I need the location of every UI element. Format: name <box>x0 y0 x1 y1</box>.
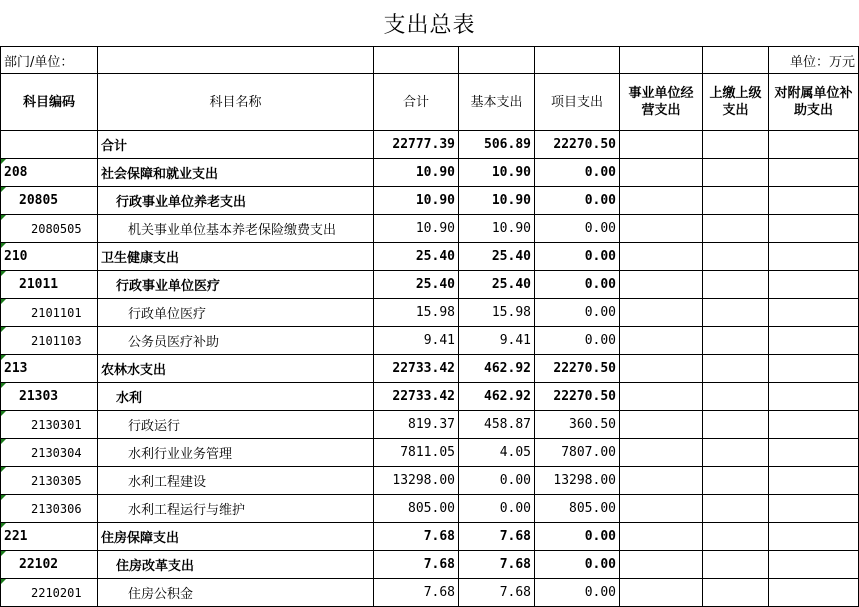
cell-basic[interactable]: 10.90 <box>459 215 535 243</box>
text-number-indicator-icon <box>1 495 6 500</box>
cell-upper[interactable] <box>703 579 769 607</box>
cell-name[interactable]: 住房改革支出 <box>98 551 374 579</box>
cell-code[interactable] <box>1 271 98 299</box>
cell-code[interactable] <box>1 215 98 243</box>
cell-project[interactable]: 360.50 <box>535 411 620 439</box>
meta-row <box>1 47 859 74</box>
cell-total[interactable]: 25.40 <box>374 243 459 271</box>
text-number-indicator-icon <box>1 383 6 388</box>
cell-business[interactable] <box>620 215 703 243</box>
cell-code-text: 2130305 <box>31 473 82 488</box>
unit-label[interactable]: 单位：万元 <box>769 47 859 74</box>
cell-basic[interactable]: 25.40 <box>459 243 535 271</box>
meta-empty-cell[interactable] <box>703 47 769 74</box>
table-row <box>1 215 859 243</box>
cell-code-text: 2130304 <box>31 445 82 460</box>
cell-total[interactable]: 805.00 <box>374 495 459 523</box>
cell-upper[interactable] <box>703 299 769 327</box>
cell-basic[interactable]: 7.68 <box>459 551 535 579</box>
cell-business[interactable] <box>620 495 703 523</box>
cell-upper[interactable] <box>703 355 769 383</box>
meta-empty-cell[interactable] <box>620 47 703 74</box>
cell-project[interactable]: 0.00 <box>535 327 620 355</box>
cell-total[interactable]: 7.68 <box>374 579 459 607</box>
cell-subsidy[interactable] <box>769 495 859 523</box>
cell-upper[interactable] <box>703 243 769 271</box>
cell-project[interactable]: 805.00 <box>535 495 620 523</box>
cell-basic[interactable]: 462.92 <box>459 355 535 383</box>
cell-subsidy[interactable] <box>769 215 859 243</box>
table-row <box>1 523 859 551</box>
cell-project[interactable]: 0.00 <box>535 299 620 327</box>
cell-subsidy[interactable] <box>769 187 859 215</box>
cell-total[interactable]: 15.98 <box>374 299 459 327</box>
cell-upper[interactable] <box>703 411 769 439</box>
cell-subsidy[interactable] <box>769 411 859 439</box>
cell-basic[interactable]: 0.00 <box>459 495 535 523</box>
cell-upper[interactable] <box>703 271 769 299</box>
header-code[interactable]: 科目编码 <box>1 74 98 131</box>
cell-business[interactable] <box>620 551 703 579</box>
cell-total[interactable]: 25.40 <box>374 271 459 299</box>
cell-subsidy[interactable] <box>769 131 859 159</box>
cell-total[interactable]: 22733.42 <box>374 355 459 383</box>
table-row <box>1 299 859 327</box>
cell-upper[interactable] <box>703 383 769 411</box>
page-title: 支出总表 <box>0 0 859 47</box>
text-number-indicator-icon <box>1 467 6 472</box>
cell-subsidy[interactable] <box>769 299 859 327</box>
cell-name[interactable]: 行政运行 <box>98 411 374 439</box>
cell-code[interactable] <box>1 495 98 523</box>
cell-upper[interactable] <box>703 159 769 187</box>
cell-upper[interactable] <box>703 551 769 579</box>
table-row <box>1 467 859 495</box>
cell-code-text: 21303 <box>19 389 59 404</box>
header-subsidy[interactable]: 对附属单位补助支出 <box>769 74 859 131</box>
cell-name[interactable]: 水利行业业务管理 <box>98 439 374 467</box>
cell-business[interactable] <box>620 579 703 607</box>
cell-basic[interactable]: 10.90 <box>459 187 535 215</box>
cell-code-text: 21011 <box>19 277 59 292</box>
table-row <box>1 439 859 467</box>
cell-code[interactable] <box>1 355 98 383</box>
cell-name[interactable]: 水利工程运行与维护 <box>98 495 374 523</box>
table-row <box>1 243 859 271</box>
cell-upper[interactable] <box>703 467 769 495</box>
cell-subsidy[interactable] <box>769 327 859 355</box>
cell-subsidy[interactable] <box>769 271 859 299</box>
cell-total[interactable]: 819.37 <box>374 411 459 439</box>
cell-code[interactable] <box>1 579 98 607</box>
cell-business[interactable] <box>620 439 703 467</box>
cell-basic[interactable]: 458.87 <box>459 411 535 439</box>
text-number-indicator-icon <box>1 439 6 444</box>
cell-business[interactable] <box>620 243 703 271</box>
cell-code-text: 2080505 <box>31 221 82 236</box>
cell-project[interactable]: 0.00 <box>535 159 620 187</box>
cell-project[interactable]: 0.00 <box>535 187 620 215</box>
expenditure-table <box>0 46 859 607</box>
cell-code-text: 20805 <box>19 193 59 208</box>
cell-upper[interactable] <box>703 215 769 243</box>
cell-subsidy[interactable] <box>769 355 859 383</box>
cell-basic[interactable]: 7.68 <box>459 523 535 551</box>
cell-name[interactable]: 合计 <box>98 131 374 159</box>
cell-code[interactable] <box>1 327 98 355</box>
cell-basic[interactable]: 7.68 <box>459 579 535 607</box>
table-row <box>1 159 859 187</box>
cell-name[interactable]: 机关事业单位基本养老保险缴费支出 <box>98 215 374 243</box>
cell-basic[interactable]: 462.92 <box>459 383 535 411</box>
text-number-indicator-icon <box>1 243 6 248</box>
table-row <box>1 383 859 411</box>
cell-total[interactable]: 10.90 <box>374 159 459 187</box>
cell-business[interactable] <box>620 271 703 299</box>
cell-basic[interactable]: 9.41 <box>459 327 535 355</box>
cell-project[interactable]: 0.00 <box>535 243 620 271</box>
cell-total[interactable]: 7.68 <box>374 551 459 579</box>
table-row <box>1 579 859 607</box>
header-name[interactable]: 科目名称 <box>98 74 374 131</box>
cell-code-text: 2101103 <box>31 333 82 348</box>
cell-code[interactable] <box>1 439 98 467</box>
cell-project[interactable]: 22270.50 <box>535 383 620 411</box>
text-number-indicator-icon <box>1 523 6 528</box>
cell-upper[interactable] <box>703 495 769 523</box>
table-row <box>1 411 859 439</box>
cell-code-text: 2101101 <box>31 305 82 320</box>
cell-total[interactable]: 22777.39 <box>374 131 459 159</box>
cell-business[interactable] <box>620 523 703 551</box>
cell-code[interactable] <box>1 243 98 271</box>
cell-basic[interactable]: 25.40 <box>459 271 535 299</box>
cell-code-text: 22102 <box>19 557 59 572</box>
cell-project[interactable]: 7807.00 <box>535 439 620 467</box>
meta-empty-cell[interactable] <box>459 47 535 74</box>
text-number-indicator-icon <box>1 159 6 164</box>
cell-code[interactable] <box>1 523 98 551</box>
cell-project[interactable]: 0.00 <box>535 551 620 579</box>
text-number-indicator-icon <box>1 551 6 556</box>
dept-value-cell[interactable] <box>98 47 374 74</box>
text-number-indicator-icon <box>1 187 6 192</box>
cell-project[interactable]: 0.00 <box>535 271 620 299</box>
cell-total[interactable]: 10.90 <box>374 187 459 215</box>
cell-code-text: 208 <box>4 165 28 180</box>
cell-code[interactable] <box>1 383 98 411</box>
cell-project[interactable]: 13298.00 <box>535 467 620 495</box>
header-business[interactable]: 事业单位经营支出 <box>620 74 703 131</box>
cell-basic[interactable]: 0.00 <box>459 467 535 495</box>
cell-subsidy[interactable] <box>769 523 859 551</box>
text-number-indicator-icon <box>1 271 6 276</box>
table-row <box>1 495 859 523</box>
cell-project[interactable]: 22270.50 <box>535 355 620 383</box>
cell-business[interactable] <box>620 467 703 495</box>
cell-project[interactable]: 0.00 <box>535 215 620 243</box>
cell-subsidy[interactable] <box>769 243 859 271</box>
cell-subsidy[interactable] <box>769 551 859 579</box>
cell-name[interactable]: 行政单位医疗 <box>98 299 374 327</box>
header-upper[interactable]: 上缴上级支出 <box>703 74 769 131</box>
cell-name[interactable]: 水利 <box>98 383 374 411</box>
dept-label[interactable]: 部门/单位： <box>1 47 98 74</box>
table-row <box>1 131 859 159</box>
meta-empty-cell[interactable] <box>535 47 620 74</box>
cell-name[interactable]: 住房保障支出 <box>98 523 374 551</box>
cell-name[interactable]: 住房公积金 <box>98 579 374 607</box>
cell-business[interactable] <box>620 131 703 159</box>
cell-business[interactable] <box>620 327 703 355</box>
cell-business[interactable] <box>620 299 703 327</box>
cell-basic[interactable]: 506.89 <box>459 131 535 159</box>
cell-total[interactable]: 7811.05 <box>374 439 459 467</box>
cell-code-text: 2210201 <box>31 585 82 600</box>
cell-total[interactable]: 7.68 <box>374 523 459 551</box>
cell-project[interactable]: 22270.50 <box>535 131 620 159</box>
table-row <box>1 327 859 355</box>
text-number-indicator-icon <box>1 411 6 416</box>
cell-code[interactable] <box>1 551 98 579</box>
text-number-indicator-icon <box>1 327 6 332</box>
cell-total[interactable]: 9.41 <box>374 327 459 355</box>
cell-upper[interactable] <box>703 187 769 215</box>
cell-business[interactable] <box>620 187 703 215</box>
cell-code[interactable] <box>1 131 98 159</box>
cell-basic[interactable]: 10.90 <box>459 159 535 187</box>
cell-code[interactable] <box>1 299 98 327</box>
header-basic[interactable]: 基本支出 <box>459 74 535 131</box>
cell-business[interactable] <box>620 383 703 411</box>
cell-subsidy[interactable] <box>769 439 859 467</box>
cell-subsidy[interactable] <box>769 383 859 411</box>
cell-upper[interactable] <box>703 439 769 467</box>
cell-project[interactable]: 0.00 <box>535 579 620 607</box>
cell-code[interactable] <box>1 467 98 495</box>
text-number-indicator-icon <box>1 355 6 360</box>
cell-subsidy[interactable] <box>769 159 859 187</box>
cell-subsidy[interactable] <box>769 467 859 495</box>
cell-name[interactable]: 农林水支出 <box>98 355 374 383</box>
cell-upper[interactable] <box>703 131 769 159</box>
cell-code-text: 210 <box>4 249 28 264</box>
cell-name[interactable]: 行政事业单位医疗 <box>98 271 374 299</box>
cell-upper[interactable] <box>703 523 769 551</box>
cell-code-text: 2130301 <box>31 417 82 432</box>
cell-business[interactable] <box>620 355 703 383</box>
cell-code[interactable] <box>1 159 98 187</box>
cell-code-text: 2130306 <box>31 501 82 516</box>
cell-business[interactable] <box>620 411 703 439</box>
cell-total[interactable]: 10.90 <box>374 215 459 243</box>
header-row <box>1 74 859 131</box>
text-number-indicator-icon <box>1 299 6 304</box>
header-total[interactable]: 合计 <box>374 74 459 131</box>
table-row <box>1 355 859 383</box>
cell-code-text: 213 <box>4 361 28 376</box>
cell-total[interactable]: 22733.42 <box>374 383 459 411</box>
cell-basic[interactable]: 4.05 <box>459 439 535 467</box>
cell-subsidy[interactable] <box>769 579 859 607</box>
text-number-indicator-icon <box>1 215 6 220</box>
cell-name[interactable]: 卫生健康支出 <box>98 243 374 271</box>
table-row <box>1 187 859 215</box>
table-row <box>1 551 859 579</box>
meta-empty-cell[interactable] <box>374 47 459 74</box>
cell-name[interactable]: 行政事业单位养老支出 <box>98 187 374 215</box>
cell-code[interactable] <box>1 187 98 215</box>
text-number-indicator-icon <box>1 579 6 584</box>
header-project[interactable]: 项目支出 <box>535 74 620 131</box>
cell-name[interactable]: 水利工程建设 <box>98 467 374 495</box>
cell-total[interactable]: 13298.00 <box>374 467 459 495</box>
cell-code[interactable] <box>1 411 98 439</box>
cell-project[interactable]: 0.00 <box>535 523 620 551</box>
cell-upper[interactable] <box>703 327 769 355</box>
cell-basic[interactable]: 15.98 <box>459 299 535 327</box>
cell-name[interactable]: 社会保障和就业支出 <box>98 159 374 187</box>
table-row <box>1 271 859 299</box>
cell-business[interactable] <box>620 159 703 187</box>
cell-code-text: 221 <box>4 529 28 544</box>
cell-name[interactable]: 公务员医疗补助 <box>98 327 374 355</box>
